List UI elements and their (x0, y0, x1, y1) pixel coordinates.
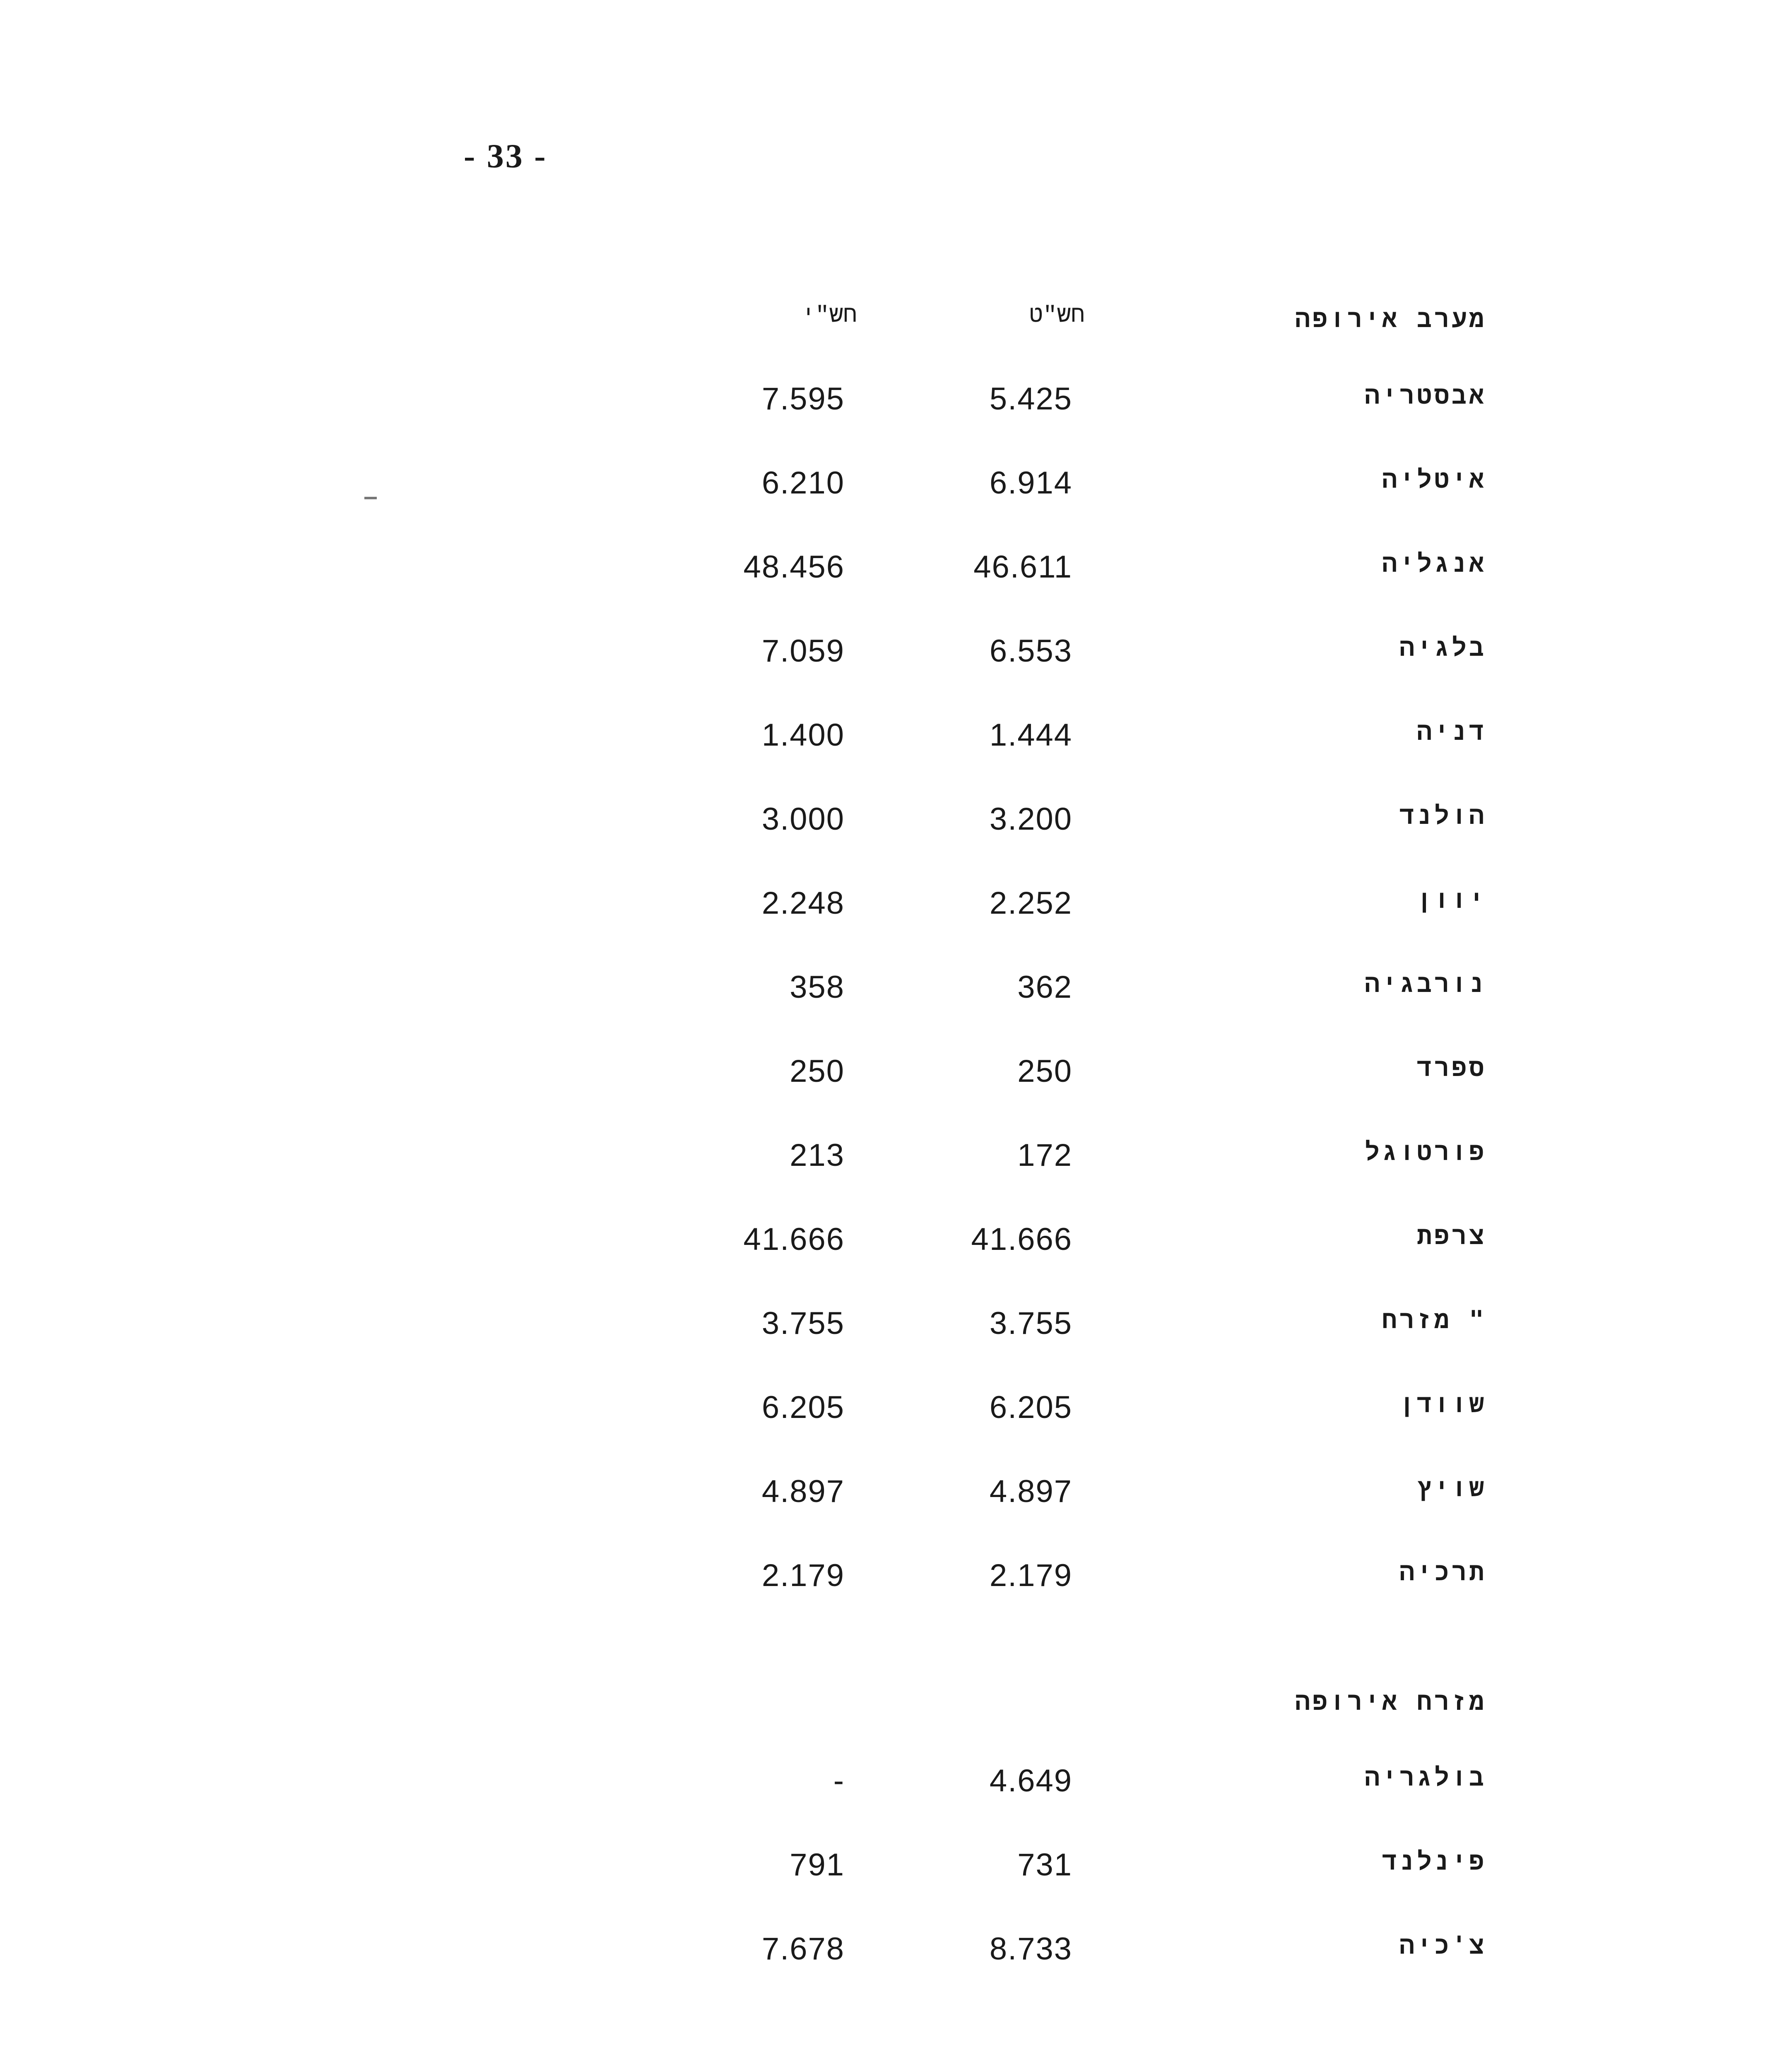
cell-country-name: אבסטריה (1364, 381, 1486, 410)
cell-value-year-2: 46.611 (973, 549, 1072, 585)
cell-value-year-2: 4.897 (989, 1474, 1072, 1509)
page-number: - 33 - (464, 137, 547, 175)
cell-value-year-2: 6.553 (989, 633, 1072, 669)
cell-country-name: הולנד (1399, 801, 1486, 830)
cell-value-year-1: 3.000 (761, 802, 845, 837)
column-header-year-1: חש"י (801, 302, 857, 329)
cell-country-name: שויץ (1416, 1473, 1486, 1502)
cell-country-name: איטליה (1382, 465, 1486, 494)
column-header-year-2: חש"ט (1029, 302, 1085, 329)
cell-value-year-1: 7.678 (761, 1931, 845, 1966)
cell-value-year-2: 41.666 (971, 1222, 1072, 1257)
cell-country-name: בולגריה (1364, 1763, 1486, 1792)
cell-value-year-1: 7.059 (761, 633, 845, 669)
cell-value-year-1: 1.400 (761, 717, 845, 753)
cell-country-name: צ'כיה (1399, 1931, 1486, 1960)
cell-value-year-1: 7.595 (761, 381, 845, 416)
cell-value-year-2: 2.179 (989, 1558, 1072, 1593)
cell-country-name: יוון (1416, 885, 1486, 914)
cell-country-name: אנגליה (1382, 549, 1486, 578)
cell-value-year-1: 358 (790, 970, 845, 1005)
cell-value-year-2: 1.444 (989, 717, 1072, 753)
cell-value-year-2: 3.200 (989, 802, 1072, 837)
cell-value-year-1: 2.179 (761, 1558, 845, 1593)
cell-country-name: " מזרח (1382, 1305, 1486, 1334)
scan-speck (364, 497, 377, 499)
cell-value-year-2: 6.914 (989, 465, 1072, 501)
cell-country-name: שוודן (1399, 1389, 1486, 1418)
cell-value-year-1: 48.456 (743, 549, 845, 585)
cell-value-year-2: 362 (1017, 970, 1072, 1005)
cell-value-year-1: 2.248 (761, 886, 845, 921)
cell-country-name: פורטוגל (1364, 1137, 1486, 1166)
cell-value-year-2: 5.425 (989, 381, 1072, 416)
cell-value-year-1: 213 (790, 1138, 845, 1173)
cell-value-year-1: 6.205 (761, 1390, 845, 1425)
cell-value-year-2: 731 (1017, 1847, 1072, 1882)
cell-value-year-1: 4.897 (761, 1474, 845, 1509)
section-title: מזרח אירופה (1295, 1687, 1486, 1716)
cell-country-name: נורבגיה (1364, 969, 1486, 998)
cell-country-name: צרפת (1416, 1221, 1486, 1250)
cell-value-year-1: 41.666 (743, 1222, 845, 1257)
cell-country-name: דניה (1416, 717, 1486, 746)
cell-country-name: ספרד (1416, 1053, 1486, 1082)
section-title: מערב אירופה (1295, 304, 1486, 333)
cell-country-name: תרכיה (1399, 1557, 1486, 1586)
cell-value-year-2: 3.755 (989, 1306, 1072, 1341)
cell-value-year-2: 6.205 (989, 1390, 1072, 1425)
cell-value-year-2: 250 (1017, 1054, 1072, 1089)
cell-value-year-2: 172 (1017, 1138, 1072, 1173)
cell-value-year-1: 6.210 (761, 465, 845, 501)
cell-value-year-1: 3.755 (761, 1306, 845, 1341)
cell-value-year-2: 8.733 (989, 1931, 1072, 1966)
cell-value-year-2: 4.649 (989, 1763, 1072, 1798)
cell-value-year-1: - (833, 1763, 845, 1798)
cell-value-year-2: 2.252 (989, 886, 1072, 921)
cell-value-year-1: 791 (790, 1847, 845, 1882)
cell-value-year-1: 250 (790, 1054, 845, 1089)
cell-country-name: בלגיה (1399, 633, 1486, 662)
cell-country-name: פינלנד (1382, 1847, 1486, 1876)
